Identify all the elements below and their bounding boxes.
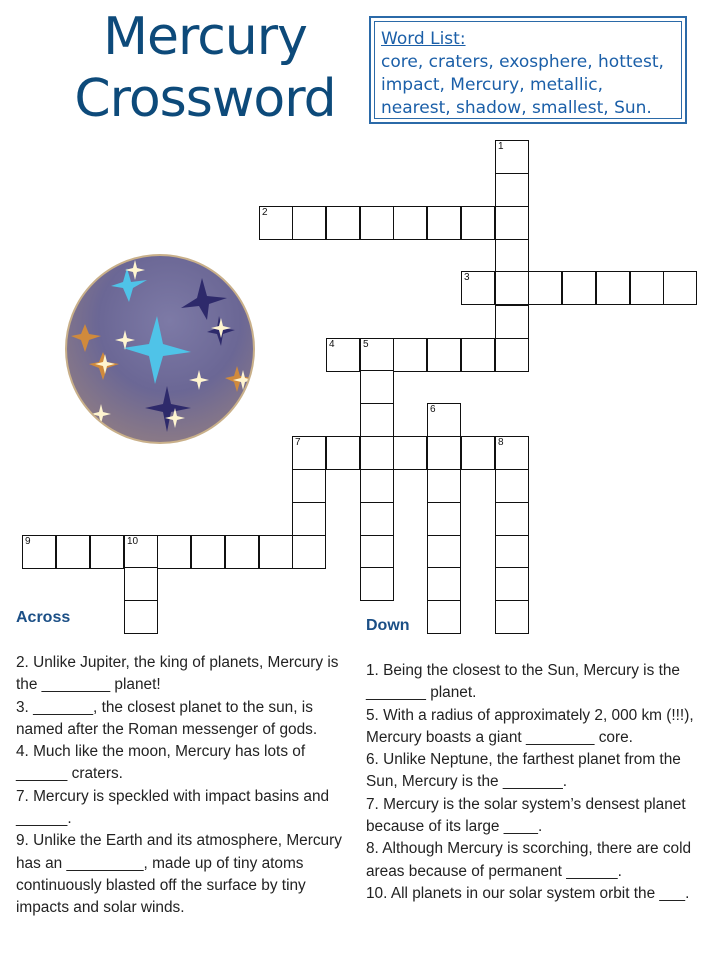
grid-cell[interactable] [393, 206, 427, 240]
grid-cell[interactable] [495, 436, 529, 470]
across-clue-4: 4. Much like the moon, Mercury has lots of ______ craters. [16, 743, 306, 783]
grid-cell[interactable] [326, 436, 360, 470]
grid-cell[interactable] [427, 338, 461, 372]
grid-cell[interactable] [495, 206, 529, 240]
mercury-planet-image [65, 254, 255, 444]
title-line-2: Crossword [74, 69, 336, 129]
grid-cell[interactable] [427, 535, 461, 569]
across-clue-3: 3. _______, the closest planet to the sun, is named after the Roman messenger of gods. [16, 698, 318, 738]
grid-cell[interactable] [461, 271, 495, 305]
grid-cell[interactable] [427, 600, 461, 634]
grid-cell[interactable] [427, 403, 461, 437]
grid-cell[interactable] [427, 436, 461, 470]
down-clues [366, 660, 704, 905]
word-list-line-3: nearest, shadow, smallest, Sun. [381, 98, 652, 118]
page-title [40, 6, 370, 130]
grid-cell[interactable] [360, 370, 394, 404]
grid-cell[interactable] [495, 140, 529, 174]
down-clue-1: 1. Being the closest to the Sun, Mercury is the _______ planet. [366, 662, 680, 702]
grid-cell[interactable] [124, 535, 158, 569]
down-clue-7: 7. Mercury is the solar system’s densest planet because of its large ____. [366, 795, 686, 836]
down-clue-5: 5. With a radius of approximately 2, 000 km (!!!), Mercury boasts a giant ________ core. [366, 706, 694, 746]
grid-cell[interactable] [360, 436, 394, 470]
down-clue-10: 10. All planets in our solar system orbit the ___. [366, 884, 690, 902]
grid-cell[interactable] [292, 502, 326, 536]
grid-cell[interactable] [461, 436, 495, 470]
grid-cell[interactable] [360, 567, 394, 601]
grid-cell[interactable] [124, 567, 158, 601]
grid-cell[interactable] [495, 173, 529, 207]
grid-cell[interactable] [495, 567, 529, 601]
word-list-line-2: impact, Mercury, metallic, [381, 75, 604, 95]
word-list-heading: Word List: [381, 29, 466, 49]
grid-cell[interactable] [124, 600, 158, 634]
down-clue-8: 8. Although Mercury is scorching, there are cold areas because of permanent ______. [366, 840, 692, 880]
across-clue-9: 9. Unlike the Earth and its atmosphere, Mercury has an _________, made up of tiny atoms continuously blasted off the surface by tiny impacts and solar winds. [16, 832, 342, 917]
word-list-line-1: core, craters, exosphere, hottest, [381, 52, 664, 72]
across-clue-2: 2. Unlike Jupiter, the king of planets, Mercury is the ________ planet! [16, 654, 339, 694]
clue-number: 8 [498, 437, 504, 448]
grid-cell[interactable] [495, 502, 529, 536]
grid-cell[interactable] [360, 502, 394, 536]
grid-cell[interactable] [461, 338, 495, 372]
across-clue-7: 7. Mercury is speckled with impact basins and ______. [16, 787, 330, 828]
grid-cell[interactable] [292, 535, 326, 569]
grid-cell[interactable] [90, 535, 124, 569]
grid-cell[interactable] [427, 469, 461, 503]
across-heading: Across [16, 609, 71, 626]
clue-number: 9 [25, 536, 31, 547]
grid-cell[interactable] [259, 535, 293, 569]
grid-cell[interactable] [225, 535, 259, 569]
grid-cell[interactable] [495, 469, 529, 503]
across-clues [16, 652, 356, 920]
grid-cell[interactable] [596, 271, 630, 305]
grid-cell[interactable] [495, 239, 529, 273]
grid-cell[interactable] [495, 600, 529, 634]
clue-number: 10 [127, 536, 139, 547]
grid-cell[interactable] [360, 403, 394, 437]
grid-cell[interactable] [326, 338, 360, 372]
grid-cell[interactable] [528, 271, 562, 305]
down-heading: Down [366, 617, 410, 634]
grid-cell[interactable] [461, 206, 495, 240]
down-clue-6: 6. Unlike Neptune, the farthest planet from the Sun, Mercury is the _______. [366, 751, 681, 791]
grid-cell[interactable] [495, 338, 529, 372]
grid-cell[interactable] [495, 305, 529, 339]
grid-cell[interactable] [22, 535, 56, 569]
grid-cell[interactable] [292, 469, 326, 503]
grid-cell[interactable] [259, 206, 293, 240]
grid-cell[interactable] [393, 436, 427, 470]
clue-number: 3 [464, 272, 470, 283]
grid-cell[interactable] [292, 436, 326, 470]
clue-number: 7 [295, 437, 301, 448]
grid-cell[interactable] [360, 338, 394, 372]
grid-cell[interactable] [663, 271, 697, 305]
grid-cell[interactable] [360, 535, 394, 569]
grid-cell[interactable] [495, 535, 529, 569]
grid-cell[interactable] [562, 271, 596, 305]
clue-number: 6 [430, 404, 436, 415]
grid-cell[interactable] [360, 469, 394, 503]
word-list-box [369, 16, 687, 124]
grid-cell[interactable] [630, 271, 664, 305]
grid-cell[interactable] [495, 271, 529, 305]
grid-cell[interactable] [56, 535, 90, 569]
grid-cell[interactable] [427, 502, 461, 536]
grid-cell[interactable] [427, 567, 461, 601]
clue-number: 5 [363, 339, 369, 350]
clue-number: 2 [262, 207, 268, 218]
grid-cell[interactable] [191, 535, 225, 569]
grid-cell[interactable] [360, 206, 394, 240]
grid-cell[interactable] [157, 535, 191, 569]
grid-cell[interactable] [326, 206, 360, 240]
grid-cell[interactable] [393, 338, 427, 372]
title-line-1: Mercury [103, 7, 307, 67]
clue-number: 4 [329, 339, 335, 350]
grid-cell[interactable] [292, 206, 326, 240]
clue-number: 1 [498, 141, 504, 152]
grid-cell[interactable] [427, 206, 461, 240]
